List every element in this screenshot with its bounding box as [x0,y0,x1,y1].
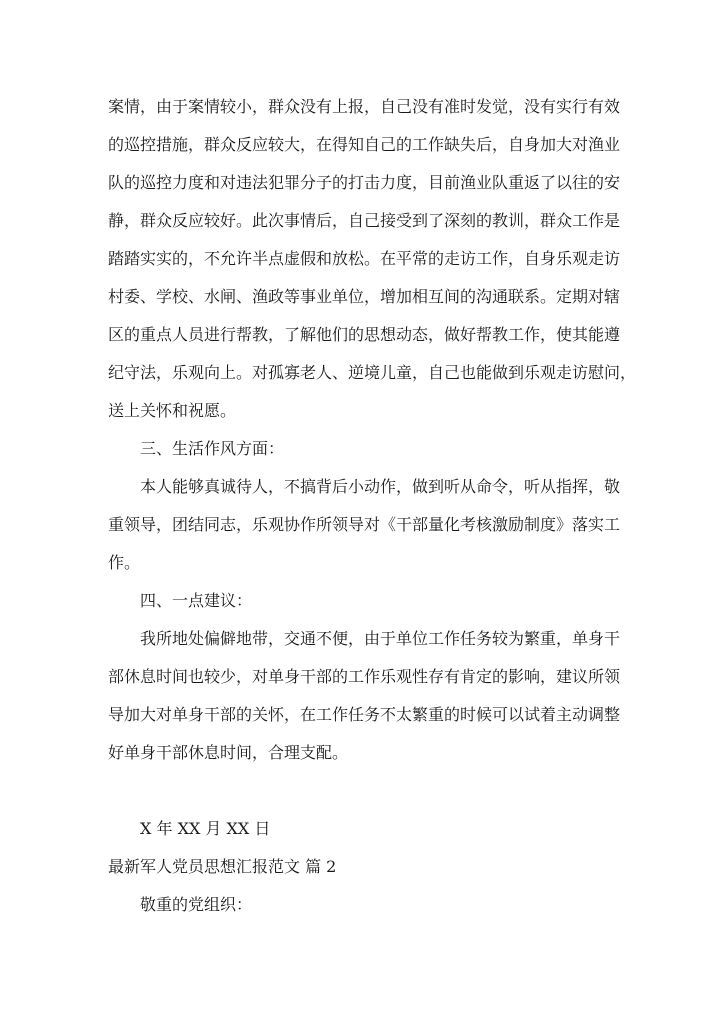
paragraph-line: 纪守法，乐观向上。对孤寡老人、逆境儿童，自己也能做到乐观走访慰问， [108,363,637,382]
paragraph-line: 静，群众反应较好。此次事情后，自己接受到了深刻的教训，群众工作是 [108,211,621,230]
next-article-title: 最新军人党员思想汇报范文 篇 2 [108,857,337,876]
paragraph-line: 好单身干部休息时间，合理支配。 [108,743,349,762]
paragraph-line: 部休息时间也较少，对单身干部的工作乐观性存有肯定的影响，建议所领 [108,667,621,686]
paragraph-line: 作。 [108,553,141,572]
paragraph-line: 送上关怀和祝愿。 [108,401,237,420]
paragraph-line: 我所地处偏僻地带，交通不便，由于单位工作任务较为繁重，单身干 [140,629,621,648]
date-line: X 年 XX 月 XX 日 [140,819,271,838]
section-heading: 三、生活作风方面： [140,439,285,458]
paragraph-line: 本人能够真诚待人，不搞背后小动作，做到听从命令，听从指挥，敬 [140,477,621,496]
paragraph-line: 踏踏实实的，不允许半点虚假和放松。在平常的走访工作，自身乐观走访 [108,249,621,268]
paragraph-line: 的巡控措施，群众反应较大，在得知自己的工作缺失后，自身加大对渔业 [108,135,621,154]
paragraph-line: 案情，由于案情较小，群众没有上报，自己没有准时发觉，没有实行有效 [108,97,621,116]
salutation: 敬重的党组织： [140,895,253,914]
paragraph-line: 队的巡控力度和对违法犯罪分子的打击力度，目前渔业队重返了以往的安 [108,173,621,192]
paragraph-line: 村委、学校、水闸、渔政等事业单位，增加相互间的沟通联系。定期对辖 [108,287,621,306]
paragraph-line: 导加大对单身干部的关怀，在工作任务不太繁重的时候可以试着主动调整 [108,705,621,724]
section-heading: 四、一点建议： [140,591,253,610]
paragraph-line: 重领导，团结同志，乐观协作所领导对《干部量化考核激励制度》落实工 [108,515,621,534]
paragraph-line: 区的重点人员进行帮教，了解他们的思想动态，做好帮教工作，使其能遵 [108,325,621,344]
